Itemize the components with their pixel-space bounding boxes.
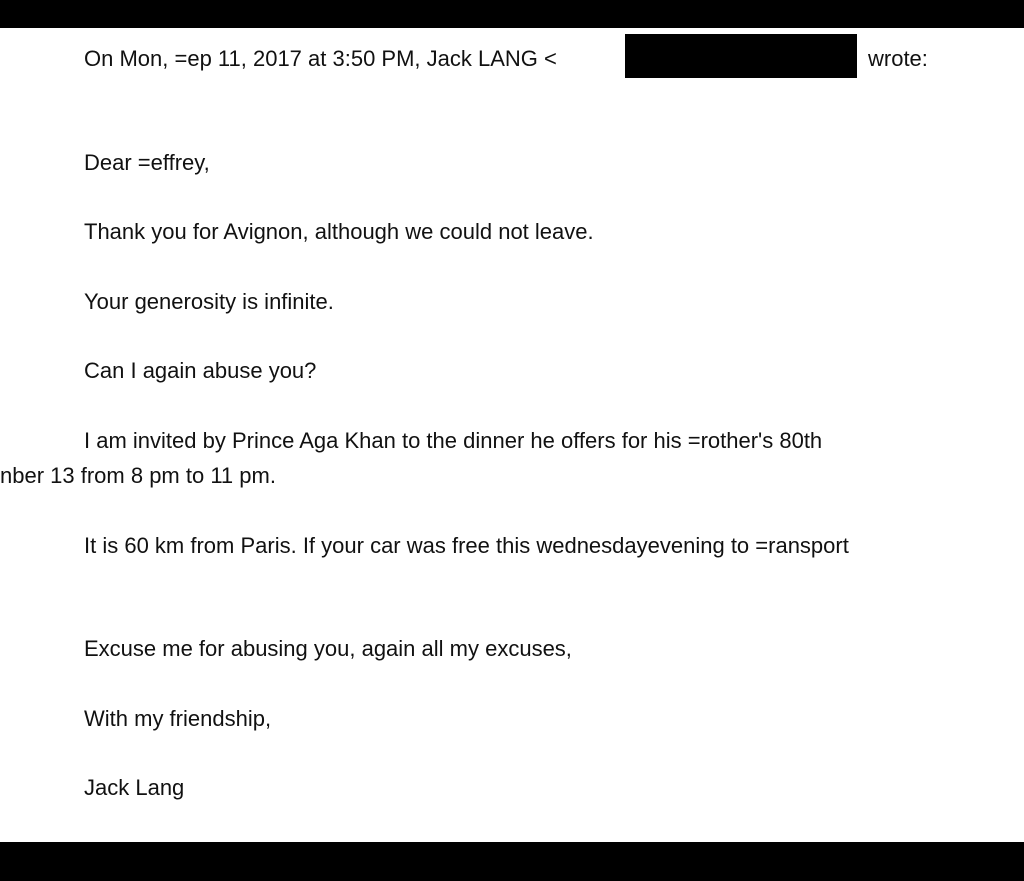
paragraph-question: Can I again abuse you? [84,358,317,383]
paragraph-invitation-line2: nber 13 from 8 pm to 11 pm. [0,463,276,488]
paragraph-excuse: Excuse me for abusing you, again all my excuses, [84,636,572,661]
paragraph-transport: It is 60 km from Paris. If your car was free this wednesdayevening to =ransport [84,533,849,558]
closing: With my friendship, [84,706,272,731]
paragraph-invitation-line1: I am invited by Prince Aga Khan to the dinner he offers for his =rother's 80th [84,428,823,453]
paragraph-thanks: Thank you for Avignon, although we could not leave. [84,219,594,244]
quote-header-prefix: On Mon, =ep 11, 2017 at 3:50 PM, Jack LANG < [84,46,557,71]
quote-header-suffix: wrote: [868,46,928,71]
redaction-block [625,34,857,78]
paragraph-generosity: Your generosity is infinite. [84,289,334,314]
salutation: Dear =effrey, [84,150,210,175]
signature: Jack Lang [84,775,185,800]
email-document [0,28,1024,842]
